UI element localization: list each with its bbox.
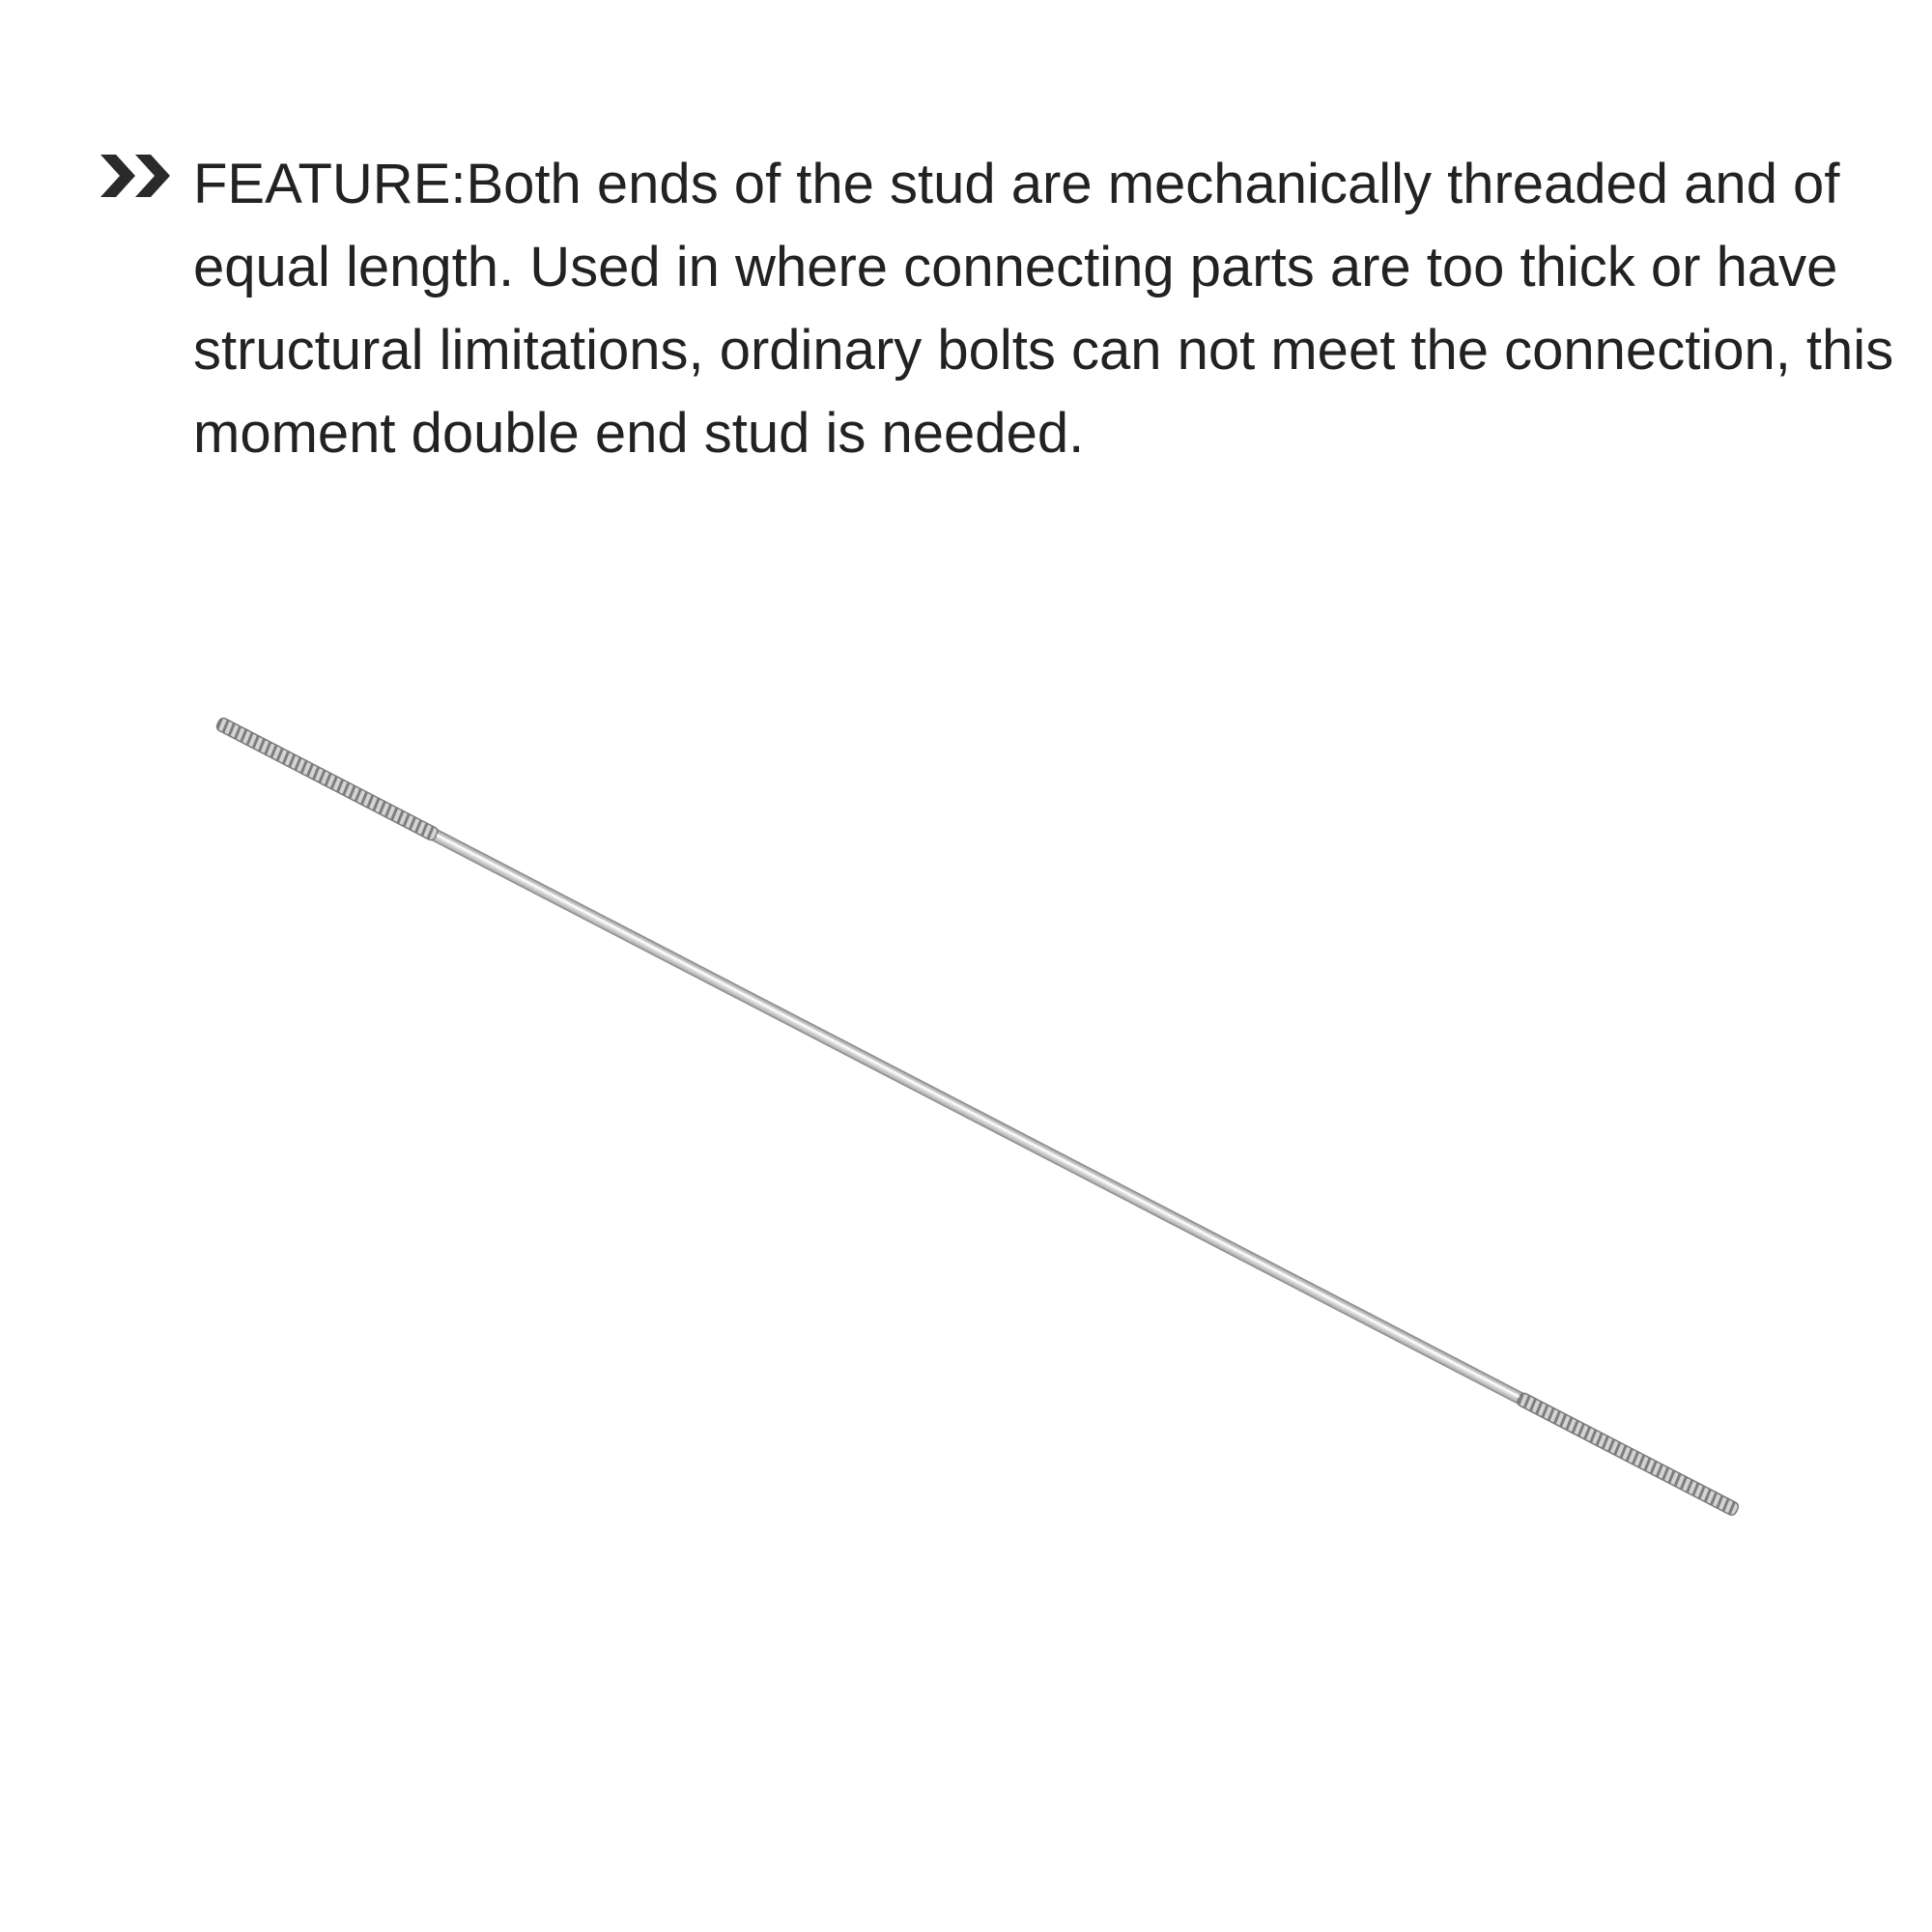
- feature-description: FEATURE:Both ends of the stud are mechanically threaded and of equal length. Used in where connecting parts are too thick or have structural limitations, ordinary bolts can not meet the connection, this moment double end stud is needed.: [193, 153, 1894, 465]
- double-end-threaded-stud-icon: [215, 717, 1740, 1517]
